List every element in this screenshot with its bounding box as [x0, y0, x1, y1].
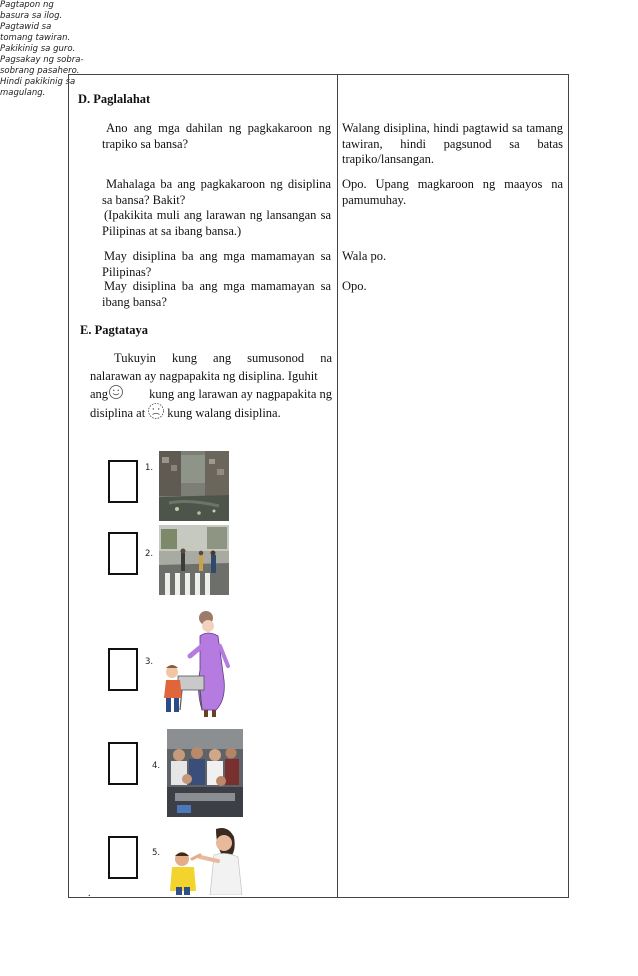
- item-number-5: 5.: [152, 848, 161, 858]
- item-1-caption-line-2: basura sa ilog.: [0, 11, 63, 21]
- instruction-line-3: [90, 402, 281, 425]
- item-5-caption-line-1: Hindi pakikinig sa: [0, 77, 76, 87]
- item-number-3: 3.: [145, 657, 154, 667]
- instruction-line-1: Tukuyin kung ang sumusonod na nalarawan ay nagpapakita ng disiplina. Iguhit: [90, 351, 332, 383]
- item-number-1: 1.: [145, 463, 154, 473]
- item-number-4: 4.: [152, 761, 161, 771]
- answer-3: Wala po.: [342, 249, 387, 263]
- instruction-disiplina-at: disiplina at: [90, 405, 146, 420]
- answer-2: Opo. Upang magkaroon ng maayos na pamumuhay.: [342, 177, 563, 207]
- instruction-line-3-rest: kung walang disiplina.: [167, 405, 281, 420]
- item-4-caption-line-1: Pagsakay ng sobra-: [0, 55, 84, 65]
- answer-4: Opo.: [342, 279, 367, 293]
- instruction-line-2-rest: kung ang larawan ay nagpapakita ng: [149, 386, 332, 401]
- item-number-2: 2.: [145, 549, 154, 559]
- sad-face-icon: [146, 402, 166, 425]
- question-2-note: (Ipakikita muli ang larawan ng lansangan sa Pilipinas at sa ibang bansa.): [102, 208, 331, 238]
- answer-box-1[interactable]: [108, 460, 138, 503]
- item-4-caption-line-2: sobrang pasahero.: [0, 66, 80, 76]
- footer-mark: .: [88, 888, 91, 899]
- polluted-river-image: [159, 451, 229, 521]
- question-2: Mahalaga ba ang pagkakaroon ng disiplina sa bansa? Bakit?: [102, 177, 331, 207]
- pedestrian-crossing-image: [159, 525, 229, 595]
- question-1: Ano ang mga dahilan ng pagkakaroon ng trapiko sa bansa?: [102, 121, 331, 151]
- child-parent-image: [166, 825, 244, 895]
- item-2-caption-line-1: Pagtawid sa: [0, 22, 52, 32]
- item-caption-3: [0, 44, 638, 55]
- section-e-heading: E. Pagtataya: [80, 323, 149, 337]
- item-2-caption-line-2: tomang tawiran.: [0, 33, 71, 43]
- item-5-caption-line-2: magulang.: [0, 88, 46, 98]
- answer-box-5[interactable]: [108, 836, 138, 879]
- item-3-caption-line-1: Pakikinig sa guro.: [0, 44, 76, 54]
- answer-box-3[interactable]: [108, 648, 138, 691]
- answer-1: Walang disiplina, hindi pagtawid sa tamang tawiran, hindi pagsunod sa batas trapiko/lansangan.: [342, 121, 563, 166]
- teacher-student-image: [160, 610, 242, 718]
- item-1-caption-line-1: Pagtapon ng: [0, 0, 54, 10]
- question-3: May disiplina ba ang mga mamamayan sa Pilipinas?: [102, 249, 331, 279]
- question-4: May disiplina ba ang mga mamamayan sa ibang bansa?: [102, 279, 331, 309]
- answer-box-4[interactable]: [108, 742, 138, 785]
- item-caption-1: [0, 0, 638, 22]
- instruction-ang: ang: [90, 386, 109, 401]
- column-divider: [337, 74, 338, 898]
- item-caption-2: [0, 22, 638, 44]
- section-d-heading: D. Paglalahat: [78, 92, 151, 106]
- overloaded-jeepney-image: [167, 729, 243, 817]
- answer-box-2[interactable]: [108, 532, 138, 575]
